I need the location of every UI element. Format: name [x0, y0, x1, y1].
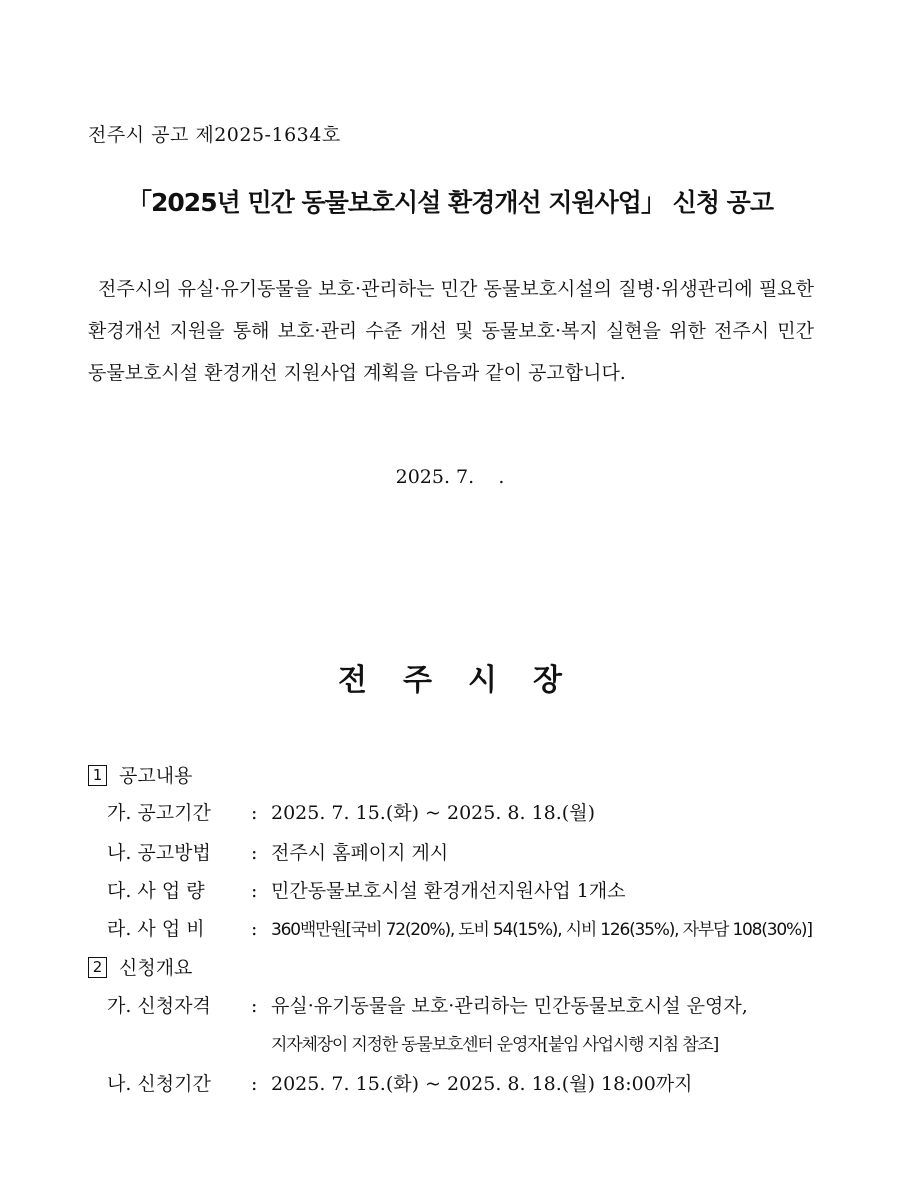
list-item	[107, 1069, 693, 1096]
section-number-box: 2	[88, 957, 107, 978]
list-item	[107, 798, 595, 825]
item-colon: :	[251, 918, 258, 940]
section-title: 신청개요	[119, 957, 193, 979]
item-label: 나. 신청기간	[107, 1073, 211, 1095]
item-label: 나. 공고방법	[107, 842, 211, 864]
item-value-continuation: 지자체장이 지정한 동물보호센터 운영자[붙임 사업시행 지침 참조]	[271, 1035, 719, 1055]
item-value: 전주시 홈페이지 게시	[271, 842, 449, 864]
item-value: 유실·유기동물을 보호·관리하는 민간동물보호시설 운영자,	[271, 995, 748, 1017]
item-value: 2025. 7. 15.(화) ~ 2025. 8. 18.(월) 18:00까지	[271, 1073, 693, 1095]
section-number-box: 1	[88, 765, 107, 786]
item-label: 가. 공고기간	[107, 802, 211, 824]
list-item	[107, 876, 626, 903]
item-label: 가. 신청자격	[107, 995, 211, 1017]
item-value: 민간동물보호시설 환경개선지원사업 1개소	[271, 880, 626, 902]
list-item	[107, 991, 748, 1018]
section-heading	[88, 761, 192, 788]
item-label: 다. 사 업 량	[107, 880, 205, 902]
item-value: 360백만원[국비 72(20%), 도비 54(15%), 시비 126(35%), 자부담 108(30%)]	[271, 920, 812, 940]
list-item	[107, 838, 448, 865]
item-colon: :	[251, 995, 258, 1017]
section-title: 공고내용	[119, 765, 193, 787]
item-label: 라. 사 업 비	[107, 918, 205, 940]
item-colon: :	[251, 842, 258, 864]
item-colon: :	[251, 1073, 258, 1095]
intro-paragraph: 전주시의 유실·유기동물을 보호·관리하는 민간 동물보호시설의 질병·위생관리에 필요한 환경개선 지원을 통해 보호·관리 수준 개선 및 동물보호·복지 실현을 위한 전주시 민간 동물보호시설 환경개선 지원사업 계획을 다음과 같이 공고합니다.	[88, 278, 814, 384]
item-colon: :	[251, 802, 258, 824]
item-value: 2025. 7. 15.(화) ~ 2025. 8. 18.(월)	[271, 802, 595, 824]
notice-date: 2025. 7. .	[395, 466, 505, 488]
issuer-signature: 전주시장	[338, 663, 598, 698]
notice-number: 전주시 공고 제2025-1634호	[88, 124, 341, 146]
page-title: 「2025년 민간 동물보호시설 환경개선 지원사업」 신청 공고	[127, 188, 773, 217]
section-heading	[88, 953, 192, 980]
item-colon: :	[251, 880, 258, 902]
list-item	[107, 914, 812, 941]
